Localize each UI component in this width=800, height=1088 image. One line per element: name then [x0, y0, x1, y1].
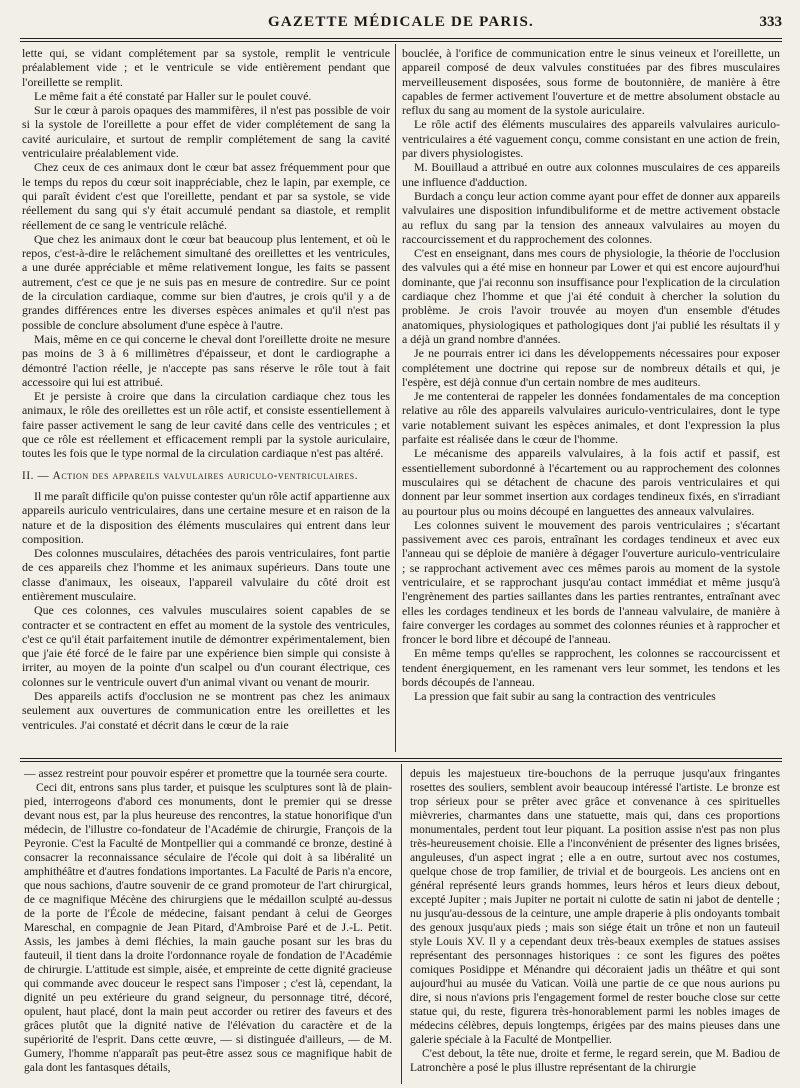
column-divider [395, 44, 396, 752]
paragraph: Il me paraît difficile qu'on puisse contester qu'un rôle actif appartienne aux appareils auriculo ventriculaires, dans une certaine mesure et en raison de la nature et de la disposition des éléments musculaires qui entrent dans leur composition. [22, 488, 390, 546]
paragraph: M. Bouillaud a attribué en outre aux colonnes musculaires de ces appareils une influence d'adduction. [402, 160, 780, 189]
paragraph: Ceci dit, entrons sans plus tarder, et puisque les sculptures sont là de plain-pied, interrogeons d'abord ces monuments, dont le premier qui se dresse devant nous est, par la plus heureuse des rencontres, la statue honorifique d'un médecin, de l'illustre co-fondateur de l'Académie de chirurgie, François de la Peyronie. C'est la Faculté de Montpellier qui a commandé ce bronze, destiné à consacrer la reconnaissance séculaire de l'école qui doit à sa libéralité un amphithéâtre et d'autres fondations importantes. La Faculté de Paris n'a encore, que nous sachions, d'autre souvenir de ce grand promoteur de l'art chirurgical, de ce magnifique Mécène des chirurgiens que le médaillon sculpté au-dessus de la porte de l'École de médecine, faisant pendant à celui de Georges Mareschal, en compagnie de Jean Pitard, d'Ambroise Paré et de J.-L. Petit. Assis, les jambes à demi fléchies, la main gauche posant sur les bras du fauteuil, il tient dans la droite l'ordonnance royale de fondation de l'Académie de chirurgie. L'attitude est simple, aisée, et empreinte de cette dignité gracieuse qui commande avec douceur le respect sans l'imposer ; c'est là, cependant, la dignité un peu extérieure du grand seigneur, du personnage titré, décoré, opulent, haut placé, dont la main peut accorder ou retirer des faveurs et des grâces plutôt que la dignité native de l'élévation du caractère et de la supériorité de l'esprit. Dans cette œuvre, — si distinguée d'ailleurs, — de M. Gumery, l'homme n'apparaît pas peut-être assez sous ce magnifique habit de gala dont les fantasques détails, [24, 781, 392, 1074]
paragraph: — assez restreint pour pouvoir espérer et promettre que la tournée sera courte. [24, 767, 388, 780]
page-header [20, 12, 782, 36]
paragraph: C'est en enseignant, dans mes cours de physiologie, la théorie de l'occlusion des valvules qui a été mise en honneur par Lower et qui est encore aujourd'hui dominante, que j'ai reconnu son insuffisance pour l'explication de la circulation cardiaque chez l'homme et que j'ai été conduit à chercher la solution du problème. Je crois l'avoir trouvée au moyen d'un ensemble d'études anatomiques, physiologiques et pathologiques dont j'ai publié les résultats il y a déjà un grand nombre d'années. [402, 246, 780, 346]
paragraph: Les colonnes suivent le mouvement des parois ventriculaires ; s'écartant passivement avec ces parois, entraînant les cordages tendineux et avec eux l'anneau qui se déploie de manière à dégager l'ouverture auriculo-ventriculaire ; se rapprochant activement avec ces mêmes parois au moment de la systole ventriculaire, et se rapprochant jusqu'au contact immédiat et même jusqu'à l'engrènement des parties saillantes dans les parties rentrantes, entraînant avec elles les cordages tendineux et les bords de l'anneau valvulaire, de manière à faire converger les cordages au sommet des colonnes réunies et à rapprocher et froncer le bord libre et découpé de l'anneau. [402, 517, 780, 647]
page-number: 333 [759, 14, 782, 30]
paragraph: lette qui, se vidant complétement par sa systole, remplit le ventricule préalablement vide ; et le ventricule se vide entièrement pendant que l'oreillette se remplit. [22, 46, 390, 89]
feuilleton-left-column [24, 767, 392, 1083]
header-rule [20, 38, 782, 39]
section-number: II. — [22, 469, 50, 482]
left-column [22, 46, 390, 750]
paragraph: Burdach a conçu leur action comme ayant pour effet de donner aux appareils valvulaires une disposition infundibuliforme et de mettre activement obstacle au reflux du sang par la tension des anneaux valvulaires au moyen du raccourcissement et du rapprochement des colonnes. [402, 188, 780, 246]
paragraph: bouclée, à l'orifice de communication entre le sinus veineux et l'oreillette, un appareil composé de deux valvules constituées par des fibres musculaires merveilleusement disposées, sous forme de boutonnière, de manière à être capables de fermer activement l'ouverture et de mettre absolument obstacle au reflux du sang au moment de la systole auriculaire. [402, 46, 780, 118]
paragraph: Mais, même en ce qui concerne le cheval dont l'oreillette droite ne mesure pas moins de 3 à 6 millimètres d'épaisseur, et dont le cardiographe a démontré l'action réelle, je n'accepte pas sans réserve le rôle tout à fait accessoire qui lui est attribué. [22, 331, 390, 389]
paragraph: Chez ceux de ces animaux dont le cœur bat assez fréquemment pour que le temps du repos du cœur soit inappréciable, chez le lapin, par exemple, ce qui paraît évident c'est que l'oreillette, pendant et par sa systole, se vide réellement du sang qui s'y était accumulé pendant sa diastole, et remplit réellement de ce sang le ventricule relâché. [22, 160, 390, 232]
journal-title: GAZETTE MÉDICALE DE PARIS. [268, 14, 534, 30]
paragraph: Je ne pourrais entrer ici dans les développements nécessaires pour exposer complétement une doctrine qui repose sur de nombreux détails et qui, je l'espère, est déjà connue d'un certain nombre de mes auditeurs. [402, 346, 780, 389]
feuilleton-column-divider [401, 764, 402, 1084]
feuilleton-rule-thin [20, 761, 782, 762]
paragraph: Que ces colonnes, ces valvules musculaires soient capables de se contracter et se contractent en effet au moment de la systole des ventricules, c'est ce qu'il était parfaitement inutile de démontrer expérimentalement, bien que j'aie été forcé de le faire par une expérience bien simple qui consiste à irriter, au moyen de la pointe d'un scalpel ou d'un courant électrique, ces colonnes sur le ventricule ouvert d'un animal vivant ou venant de mourir. [22, 603, 390, 689]
paragraph: C'est debout, la tête nue, droite et ferme, le regard serein, que M. Badiou de Latronchère a posé le plus illustre représentant de la chirurgie [410, 1047, 780, 1074]
section-heading [22, 469, 390, 483]
paragraph: Le mécanisme des appareils valvulaires, à la fois actif et passif, est essentiellement subordonné à l'écartement ou au rapprochement des colonnes musculaires qui se détachent de chacune des parois ventriculaires et qui donnent par leur sommet insertion aux cordages tendineux fixés, en s'irradiant au pourtour plus ou moins découpé en languettes des anneaux valvulaires. [402, 446, 780, 518]
paragraph: Sur le cœur à parois opaques des mammifères, il n'est pas possible de voir si la systole de l'oreillette a pour effet de vider complétement de sang la cavité auriculaire, et surtout de remplir complétement de sang la cavité ventriculaire préalablement vide. [22, 103, 390, 161]
header-rule-thin [20, 41, 782, 42]
paragraph: En même temps qu'elles se rapprochent, les colonnes se raccourcissent et tendent énergiquement, en les ramenant vers leur sommet, les tendons et les bords découpés de l'anneau. [402, 646, 780, 690]
paragraph: Des appareils actifs d'occlusion ne se montrent pas chez les animaux seulement aux ouvertures de communication entre les oreillettes et les ventricules. J'ai constaté et décrit dans le cœur de la raie [22, 689, 390, 732]
paragraph: La pression que fait subir au sang la contraction des ventricules [414, 689, 716, 704]
paragraph: depuis les majestueux tire-bouchons de la perruque jusqu'aux fringantes rosettes des souliers, semblent avoir beaucoup intéressé l'artiste. Le bronze est trop sérieux pour se prêter avec grâce et convenance à ces spirituelles mièvreries, charmantes dans une statuette, mais qui, dans ces proportions monumentales, perdent tout leur piquant. La position assise n'est pas non plus très-heureusement choisie. Elle a l'inconvénient de présenter des lignes brisées, anguleuses, d'un aspect ingrat ; elle a en outre, surtout avec nos costumes, quelque chose de trop familier, de trivial et de bourgeois. Les anciens ont en général représenté leurs grands hommes, leurs héros et leurs dieux debout, excepté Jupiter ; mais Jupiter ne portait ni culotte de satin ni jabot de dentelle ; nu jusqu'au-dessous de la ceinture, une ample draperie à plis ondoyants tombait des genoux jusqu'aux pieds ; mais son siége était un trône et non un fauteuil style Louis XV. Il y a cependant deux très-beaux exemples de statues assises représentant des personnages historiques : ce sont les figures des poëtes comiques Posidippe et Ménandre qui décoraient jadis un théâtre et qui sont aujourd'hui au musée du Vatican. Voilà une partie de ce que nous aurions pu dire, si nous n'avions pris l'engagement formel de rester bouche close sur cette statue qui, du reste, figurera très-honorablement parmi les nobles images de médecins célèbres, depuis longtemps, érigées par des mains pieuses dans une galerie spéciale à la Faculté de Montpellier. [410, 767, 780, 1046]
paragraph: Des colonnes musculaires, détachées des parois ventriculaires, font partie de ces appareils chez l'homme et les animaux supérieurs. Dans toute une classe d'animaux, les oiseaux, l'appareil valvulaire du côté droit est entièrement musculaire. [22, 546, 390, 603]
right-column [402, 46, 780, 750]
paragraph: Que chez les animaux dont le cœur bat beaucoup plus lentement, et où le repos, c'est-à-dire le relâchement simultané des oreillettes et les ventricules, a une durée appréciable et même relativement longue, les faits se passent autrement, c'est ce que je ne suis pas en mesure de contredire. Sur ce point de la circulation cardiaque, comme sur bien d'autres, je crois qu'il y a de grandes différences entre les diverses espèces animales et qu'il n'est pas possible de conclure absolument d'une espèce à l'autre. [22, 231, 390, 332]
feuilleton-right-column [410, 767, 780, 1083]
paragraph: Le même fait a été constaté par Haller sur le poulet couvé. [34, 88, 312, 103]
section-title: Action des appareils valvulaires auriculo-ventriculaires. [52, 469, 359, 482]
paragraph: Le rôle actif des éléments musculaires des appareils valvulaires auriculo-ventriculaires a été vaguement conçu, comme consistant en une action de frein, par divers physiologistes. [402, 117, 780, 161]
paragraph: Je me contenterai de rappeler les données fondamentales de ma conception relative au rôle des appareils valvulaires auriculo-ventriculaires, dont le type varie notablement suivant les espèces animales, et dont l'expression la plus parfaite est réalisée dans le cœur de l'homme. [402, 389, 780, 447]
feuilleton-rule [20, 758, 782, 759]
paragraph: Et je persiste à croire que dans la circulation cardiaque chez tous les animaux, le rôle des oreillettes est un rôle actif, et consiste essentiellement à faire passer activement le sang de leur cavité dans celle des ventricules ; et que ce rôle est réellement et efficacement rempli par la systole auriculaire, toutes les fois que le type normal de la circulation cardiaque n'est pas altéré. [22, 389, 390, 461]
